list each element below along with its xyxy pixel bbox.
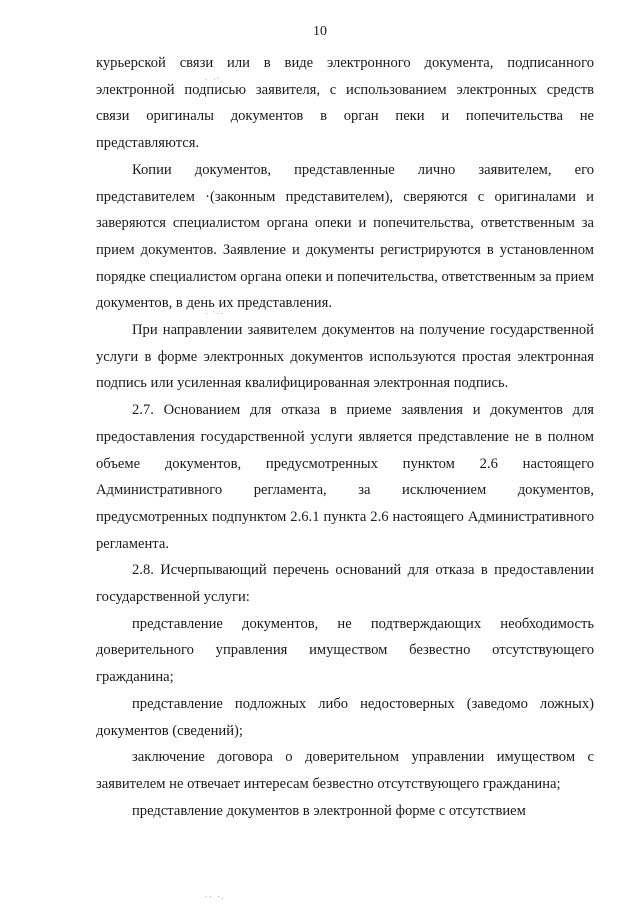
page-number: 10 [313,24,327,39]
scan-speck: · ·'. [205,76,225,84]
refusal-reason-3: заключение договора о доверительном управлении имуществом с заявителем не отвечает интересам безвестно отсутствующего гражданина; [96,749,594,792]
refusal-reason-2: представление подложных либо недостоверных (заведомо ложных) документов (сведений); [96,695,594,739]
refusal-reason-1: представление документов, не подтверждающих необходимость доверительного управления имуществом безвестно отсутствующего гражданина; [96,615,594,686]
paragraph-electronic-signature: При направлении заявителем документов на получение государственной услуги в форме электронных документов используются простая электронная подпись или усиленная квалифицированная электронная подпись. [96,322,594,392]
paragraph-2-7: 2.7. Основанием для отказа в приеме заявления и документов для предоставления государственной услуги является представление не в полном объеме документов, предусмотренных пунктом 2.6 настоящего Административного регламента, за исключением документов, предусмотренных подпунктом 2.6.1 пункта 2.6 настоящего Административного регламента. [96,402,594,552]
paragraph-copies: Копии документов, представленные лично заявителем, его представителем ·(законным представителем), сверяются с оригиналами и заверяются специалистом органа опеки и попечительства, ответственным за прием документов. Заявление и документы регистрируются в установленном порядке специалистом органа опеки и попечительства, ответственным за прием документов, в день их представления. [96,161,594,312]
scan-speck: · '·· [205,310,226,318]
document-body [96,50,594,824]
scan-speck: ·· ·. [205,893,226,901]
paragraph-2-8: 2.8. Исчерпывающий перечень оснований для отказа в предоставлении государственной услуги: [96,562,594,606]
refusal-reason-4: представление документов в электронной форме с отсутствием [132,802,526,819]
paragraph-continuation: курьерской связи или в виде электронного документа, подписанного электронной подписью заявителя, с использованием электронных средств связи оригиналы документов в орган пеки и попечительства не представляются. [96,55,594,152]
